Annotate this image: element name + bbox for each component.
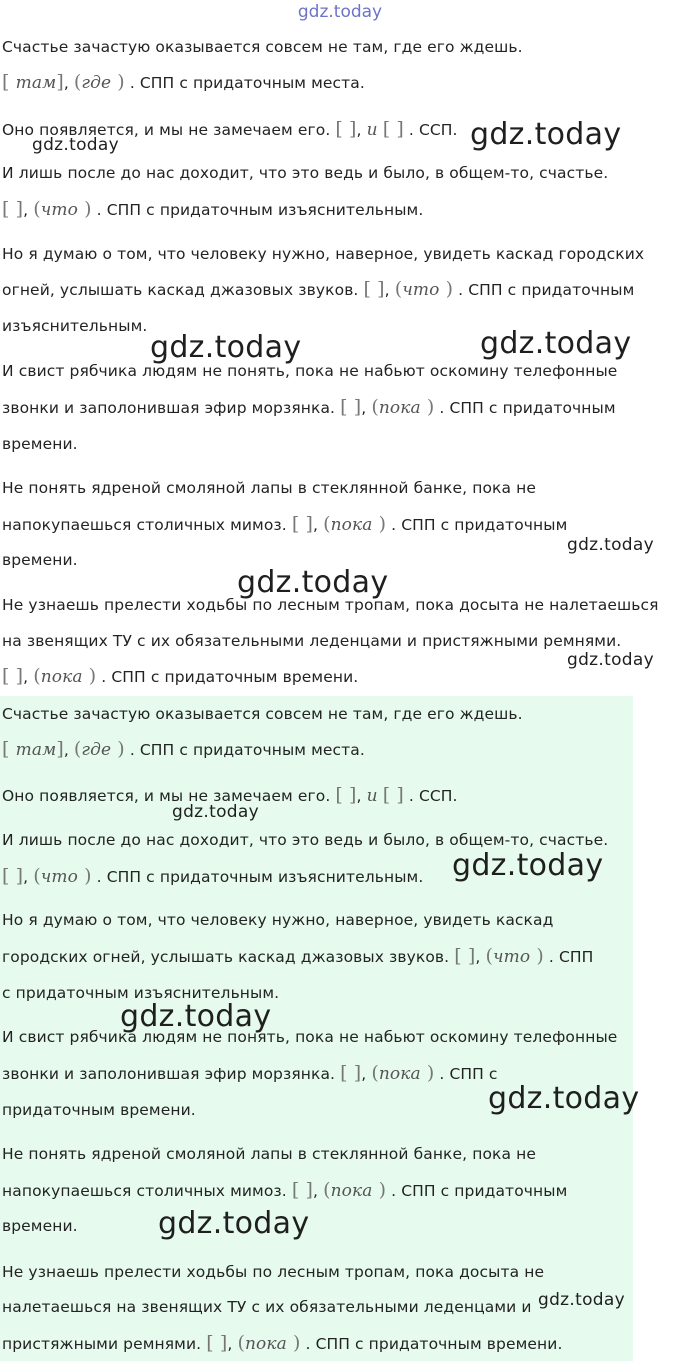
scheme-bracket: [ ] [291,1179,313,1201]
formula-word: пока [330,1181,373,1201]
scheme-text: . СПП с придаточным [453,281,635,299]
scheme-bracket: ( [33,198,41,220]
scheme-bracket: [ ] [382,118,404,140]
sentence-line: с придаточным изъяснительным. [2,984,280,1002]
sentence-line [2,1063,498,1084]
formula-word: что [492,947,531,967]
scheme-text: . СПП с придаточным [434,399,616,417]
scheme-bracket: ) [372,1179,387,1201]
watermark: gdz.today [150,330,302,365]
formula-word: там [15,740,57,760]
sentence-line: Счастье зачастую оказывается совсем не там, где его ждешь. [2,705,523,723]
scheme-text: . СПП [543,948,594,966]
scheme-text: . СПП с придаточным времени. [96,668,359,686]
scheme-bracket: [ [2,738,16,760]
scheme-bracket: ( [394,278,403,300]
scheme-bracket: [ ] [382,784,404,806]
scheme-bracket: [ [2,71,16,93]
formula-word: где [81,73,112,93]
scheme-bracket: ) [77,865,92,887]
scheme-bracket: ( [485,945,493,967]
formula-word: там [15,73,57,93]
scheme-text: , [23,668,34,686]
sentence-line: придаточным времени. [2,1101,196,1119]
scheme-text: напокупаешься столичных мимоз. [2,1182,292,1200]
scheme-bracket: ( [33,665,41,687]
watermark: gdz.today [538,1290,625,1310]
scheme-text: огней, услышать каскад джазовых звуков. [2,281,364,299]
scheme-bracket: ) [530,945,544,967]
watermark: gdz.today [172,802,259,822]
scheme-bracket: [ ] [363,278,385,300]
scheme-bracket: [ ] [291,513,313,535]
scheme-bracket: ) [77,198,92,220]
scheme-text: . ССП. [403,787,458,805]
scheme-bracket: ) [420,1062,435,1084]
watermark: gdz.today [488,1081,640,1116]
sentence-line: Не понять ядреной смоляной лапы в стеклянной банке, пока не [2,1145,536,1163]
sentence-line: И свист рябчика людям не понять, пока не набьют оскомину телефонные [2,362,618,380]
sentence-line: на звенящих ТУ с их обязательными леденцами и пристяжными ремнями. [2,632,622,650]
sentence-line: времени. [2,1217,78,1235]
sentence-line [2,666,358,687]
sentence-line [2,866,423,887]
scheme-text: . СПП с придаточным изъяснительным. [91,868,424,886]
scheme-text: , [23,201,34,219]
scheme-text: , [313,1182,324,1200]
formula-word: и [366,120,378,140]
formula-word: где [81,740,112,760]
sentence-line [2,1180,567,1201]
scheme-text: , [361,1065,372,1083]
scheme-bracket: [ ] [206,1332,228,1354]
scheme-text: . СПП с придаточным [386,516,568,534]
scheme-bracket: ) [111,738,125,760]
sentence-line [2,199,423,220]
formula-word: что [40,200,78,220]
scheme-bracket: ] [56,738,64,760]
sentence-line [2,279,634,300]
sentence-line: Не понять ядреной смоляной лапы в стеклянной банке, пока не [2,479,536,497]
scheme-text: , [227,1335,238,1353]
formula-word: пока [244,1334,287,1354]
formula-word: что [40,867,78,887]
watermark: gdz.today [452,848,604,883]
scheme-bracket: [ ] [2,865,24,887]
watermark: gdz.today [480,326,632,361]
scheme-bracket: ) [286,1332,301,1354]
watermark: gdz.today [237,565,389,600]
sentence-line: времени. [2,551,78,569]
scheme-bracket: ) [82,665,97,687]
scheme-text: Оно появляется, и мы не замечаем его. [2,787,336,805]
sentence-line [2,397,616,418]
sentence-line: налетаешься на звенящих ТУ с их обязательными леденцами и [2,1298,532,1316]
sentence-line: И лишь после до нас доходит, что это ведь и было, в общем-то, счастье. [2,831,609,849]
scheme-text: Оно появляется, и мы не замечаем его. [2,121,336,139]
scheme-text: , [63,741,74,759]
scheme-bracket: ( [371,396,379,418]
formula-word: пока [330,515,373,535]
sentence-line: Но я думаю о том, что человеку нужно, наверное, увидеть каскад [2,911,554,929]
sentence-line: изъяснительным. [2,317,148,335]
sentence-line: И лишь после до нас доходит, что это ведь и было, в общем-то, счастье. [2,164,609,182]
scheme-bracket: [ ] [340,396,362,418]
scheme-bracket: ( [237,1332,245,1354]
sentence-line: Не узнаешь прелести ходьбы по лесным тропам, пока досыта не налетаешься [2,596,659,614]
scheme-text: , [356,121,367,139]
scheme-text: пристяжными ремнями. [2,1335,207,1353]
scheme-text: звонки и заполонившая эфир морзянка. [2,1065,341,1083]
scheme-text: . СПП с [434,1065,498,1083]
scheme-bracket: ( [323,1179,331,1201]
scheme-bracket: ( [73,738,82,760]
scheme-bracket: [ ] [454,945,476,967]
scheme-text: . СПП с придаточным места. [124,74,365,92]
watermark: gdz.today [567,535,654,555]
watermark: gdz.today [32,135,119,155]
exercise-answer-highlighted [0,696,633,1361]
sentence-line [2,514,567,535]
scheme-text: . СПП с придаточным места. [124,741,365,759]
scheme-bracket: [ ] [335,118,357,140]
scheme-bracket: [ ] [340,1062,362,1084]
sentence-line [2,1333,562,1354]
scheme-text: , [313,516,324,534]
watermark: gdz.today [120,999,272,1034]
scheme-bracket: ( [371,1062,379,1084]
scheme-bracket: ) [439,278,454,300]
site-header: gdz.today [297,2,383,22]
sentence-line: Счастье зачастую оказывается совсем не там, где его ждешь. [2,38,523,56]
formula-word: пока [378,1064,421,1084]
sentence-line: Не узнаешь прелести ходьбы по лесным тропам, пока досыта не [2,1263,545,1281]
sentence-line: И свист рябчика людям не понять, пока не набьют оскомину телефонные [2,1028,618,1046]
scheme-text: звонки и заполонившая эфир морзянка. [2,399,341,417]
scheme-bracket: ( [73,71,82,93]
sentence-line [2,739,365,760]
scheme-text: . СПП с придаточным времени. [300,1335,563,1353]
scheme-text: . ССП. [403,121,458,139]
formula-word: пока [378,398,421,418]
scheme-text: напокупаешься столичных мимоз. [2,516,292,534]
sentence-line [2,946,593,967]
formula-word: что [402,280,440,300]
sentence-line: Но я думаю о том, что человеку нужно, наверное, увидеть каскад городских [2,245,645,263]
scheme-bracket: [ ] [2,198,24,220]
scheme-bracket: ) [420,396,435,418]
scheme-bracket: [ ] [2,665,24,687]
scheme-text: , [23,868,34,886]
scheme-bracket: ] [56,71,64,93]
sentence-line: времени. [2,435,78,453]
scheme-text: , [63,74,74,92]
watermark: gdz.today [567,650,654,670]
scheme-text: , [361,399,372,417]
watermark: gdz.today [158,1206,310,1241]
formula-word: и [366,786,378,806]
scheme-bracket: ) [111,71,125,93]
watermark: gdz.today [470,117,622,152]
scheme-text: , [356,787,367,805]
scheme-text: , [475,948,486,966]
scheme-text: . СПП с придаточным изъяснительным. [91,201,424,219]
scheme-text: городских огней, услышать каскад джазовых звуков. [2,948,455,966]
formula-word: пока [40,667,83,687]
scheme-text: . СПП с придаточным [386,1182,568,1200]
scheme-bracket: ( [33,865,41,887]
sentence-line [2,72,365,93]
scheme-text: , [384,281,395,299]
scheme-bracket: ) [372,513,387,535]
scheme-bracket: ( [323,513,331,535]
scheme-bracket: [ ] [335,784,357,806]
